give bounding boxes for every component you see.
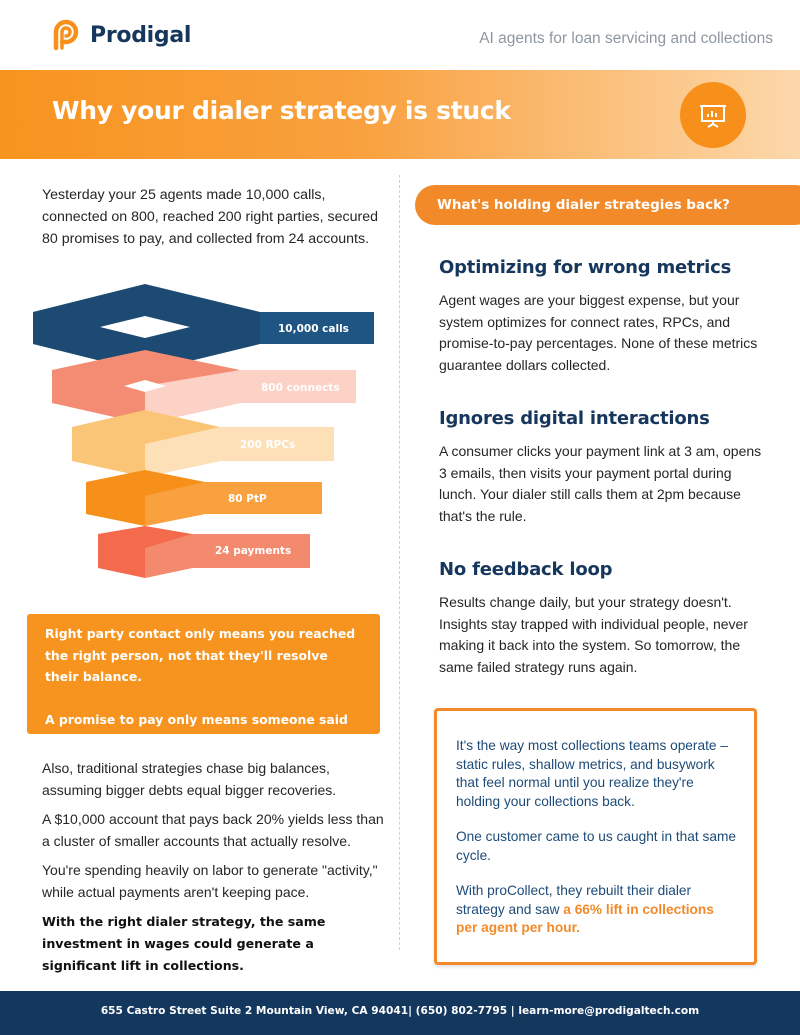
funnel-stage-calls (33, 284, 374, 372)
section-header-pill: What's holding dialer strategies back? (415, 185, 800, 225)
funnel-stage-rpcs (72, 410, 334, 477)
section-digital-interactions (439, 408, 769, 527)
funnel-graphic (30, 282, 380, 582)
case-study-result-text: With proCollect, they rebuilt their dialer strategy and saw (456, 883, 692, 917)
section-feedback-loop (439, 559, 769, 678)
section-body: A consumer clicks your payment link at 3 am, opens 3 emails, then visits your payment portal during lunch. Your dialer still calls them at 2pm because that's the rule. (439, 443, 762, 524)
page-footer: 655 Castro Street Suite 2 Mountain View, CA 94041| (650) 802-7795 | learn-more@prodigaltech.com (0, 991, 800, 1035)
case-study-box (434, 708, 757, 965)
case-study-customer: One customer came to us caught in that same cycle. (456, 829, 736, 863)
funnel-label-rpcs: 200 RPCs (240, 439, 296, 451)
presentation-chart-icon (680, 82, 746, 148)
body-paragraph-account: A $10,000 account that pays back 20% yields less than a cluster of smaller accounts that actually resolve. (42, 811, 384, 849)
body-paragraph-labor: You're spending heavily on labor to generate "activity," while actual payments aren't keeping pace. (42, 862, 378, 900)
left-body-text (42, 758, 392, 985)
funnel-stage-ptp (86, 470, 322, 526)
callout-ptp-text: A promise to pay only means someone said they would, not that they actually will. (45, 711, 348, 748)
page-header (0, 0, 800, 70)
funnel-stage-connects (52, 350, 356, 424)
intro-paragraph: Yesterday your 25 agents made 10,000 calls, connected on 800, reached 200 right parties, secured 80 promises to pay, and collected from 24 accounts. (42, 187, 378, 247)
section-body: Results change daily, but your strategy doesn't. Insights stay trapped with individual people, never making it back into the system. So tomorrow, the same failed strategy runs again. (439, 594, 748, 675)
funnel-label-ptp: 80 PtP (228, 493, 267, 505)
header-tagline: AI agents for loan servicing and collections (479, 30, 773, 47)
section-wrong-metrics (439, 257, 769, 376)
page-title: Why your dialer strategy is stuck (52, 96, 511, 125)
column-divider (399, 175, 400, 950)
body-paragraph-conclusion: With the right dialer strategy, the same investment in wages could generate a significant lift in collections. (42, 914, 326, 973)
callout-box (27, 614, 380, 748)
callout-rpc-text: Right party contact only means you reached the right person, not that they'll resolve their balance. (45, 626, 356, 684)
body-paragraph-balances: Also, traditional strategies chase big balances, assuming bigger debts equal bigger recoveries. (42, 760, 337, 798)
section-body: Agent wages are your biggest expense, but your system optimizes for connect rates, RPCs, and promise-to-pay percentages. None of these metrics guarantee dollars collected. (439, 292, 758, 373)
brand-logo[interactable] (50, 18, 191, 52)
funnel-label-calls: 10,000 calls (278, 323, 349, 335)
brand-name: Prodigal (90, 22, 192, 48)
section-title: Ignores digital interactions (439, 408, 710, 429)
prodigal-p-logo-icon (50, 18, 82, 52)
funnel-label-payments: 24 payments (215, 545, 292, 557)
case-study-highlight: a 66% lift in collections per agent per hour. (456, 901, 714, 935)
title-banner (0, 70, 800, 159)
funnel-label-connects: 800 connects (261, 382, 340, 394)
section-title: Optimizing for wrong metrics (439, 257, 732, 278)
section-title: No feedback loop (439, 559, 613, 580)
case-study-result (456, 882, 736, 938)
case-study-intro: It's the way most collections teams operate – static rules, shallow metrics, and busywork that feel normal until you realize they're holding your collections back. (456, 738, 728, 809)
funnel-stage-payments (98, 526, 310, 578)
